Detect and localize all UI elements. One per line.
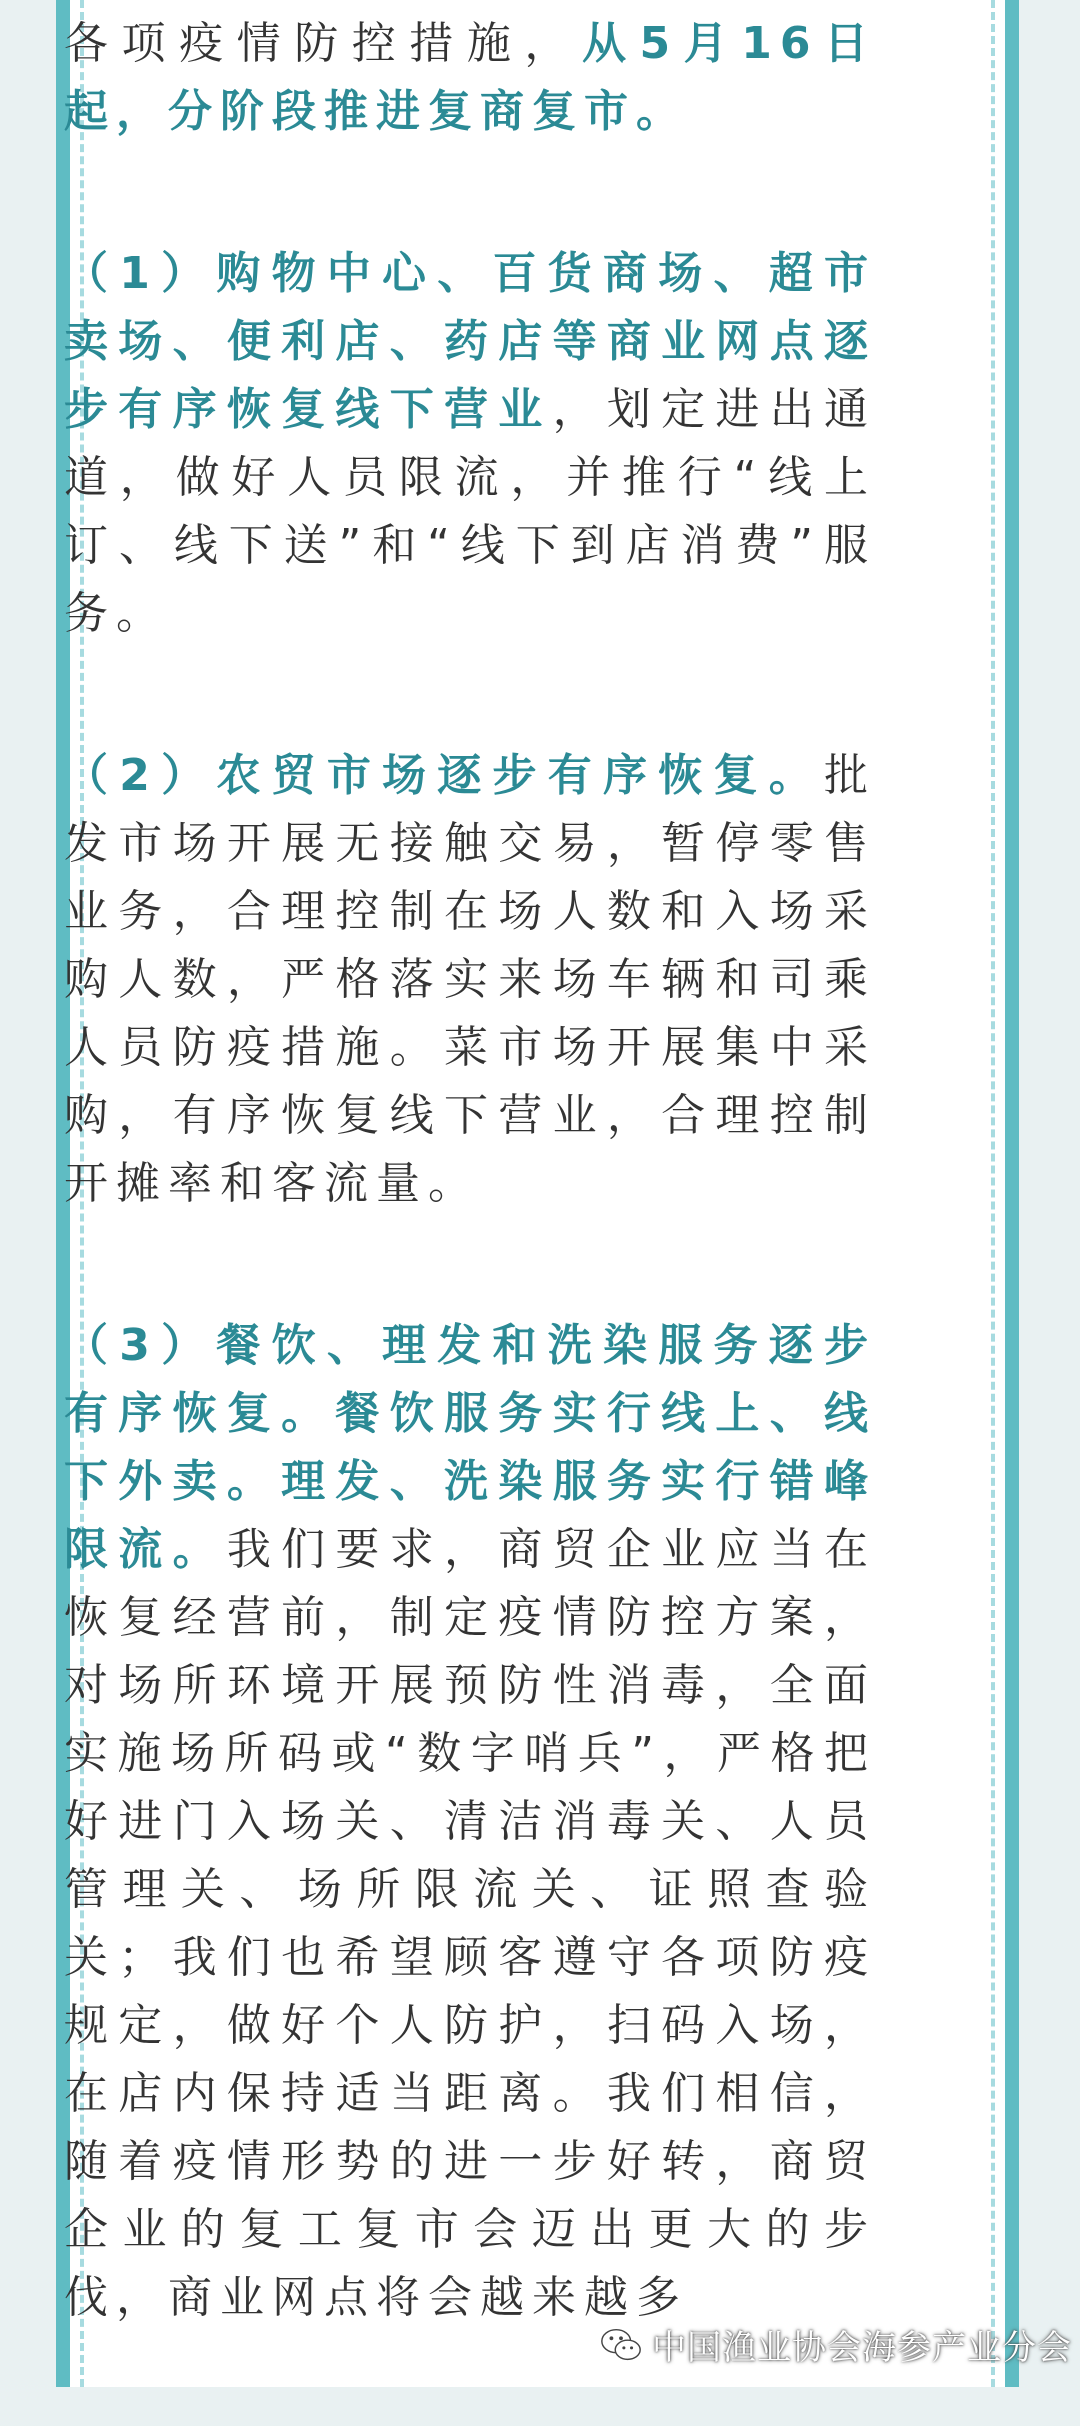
article-body <box>64 10 876 2426</box>
wechat-icon <box>598 2322 644 2368</box>
watermark-text: 中国渔业协会海参产业分会 <box>652 2328 1072 2368</box>
body-text: ，划定进出通道，做好人员限流，并推行“线上订、线下送”和“线下到店消费”服务。 <box>64 384 877 639</box>
highlighted-text: 从5月16日起，分阶段推进复商复市。 <box>64 18 876 137</box>
highlighted-text: （1）购物中心、百货商场、超市卖场、便利店、药店等商业网点逐步有序恢复线下营业 <box>64 248 876 435</box>
watermark <box>598 2320 1072 2369</box>
paragraph <box>64 240 876 648</box>
highlighted-text: （3）餐饮、理发和洗染服务逐步有序恢复。餐饮服务实行线上、线下外卖。理发、洗染服务实行错峰限流。 <box>64 1320 876 1575</box>
body-text: 我们要求，商贸企业应当在恢复经营前，制定疫情防控方案，对场所环境开展预防性消毒，全面实施场所码或“数字哨兵”，严格把好进门入场关、清洁消毒关、人员管理关、场所限流关、证照查验关；我们也希望顾客遵守各项防疫规定，做好个人防护，扫码入场，在店内保持适当距离。我们相信，随着疫情形势的进一步好转，商贸企业的复工复市会迈出更大的步伐，商业网点将会越来越多 <box>64 1524 877 2323</box>
paragraph <box>64 742 876 1218</box>
paragraph <box>64 1312 876 2332</box>
body-text: 各项疫情防控措施， <box>64 18 582 69</box>
highlighted-text: （2）农贸市场逐步有序恢复。 <box>64 750 824 801</box>
body-text: 批发市场开展无接触交易，暂停零售业务，合理控制在场人数和入场采购人数，严格落实来场车辆和司乘人员防疫措施。菜市场开展集中采购，有序恢复线下营业，合理控制开摊率和客流量。 <box>64 750 876 1209</box>
paragraph <box>64 10 876 146</box>
